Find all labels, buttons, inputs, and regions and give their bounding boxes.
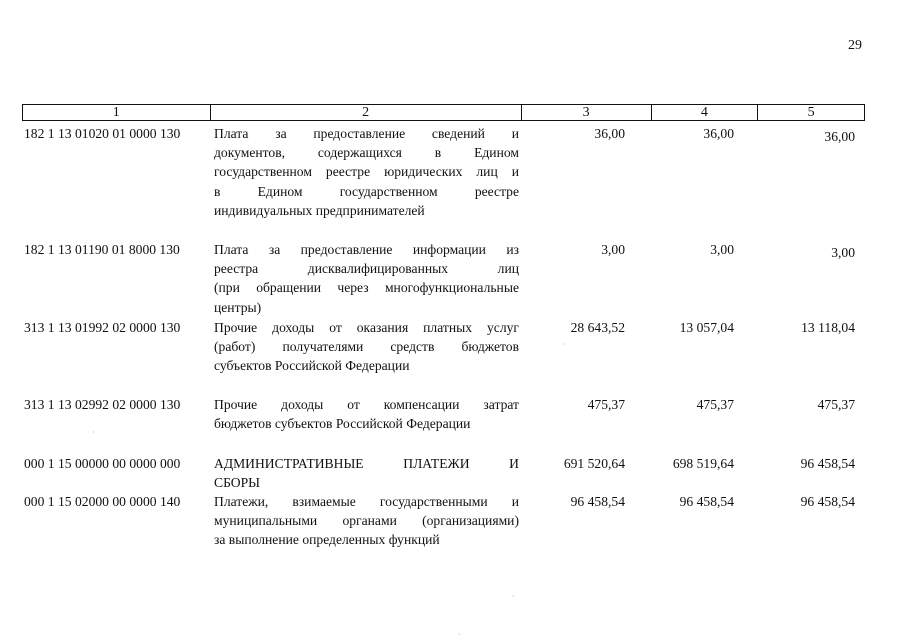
header-col-2: 2 [211, 105, 522, 120]
value-col-4: 36,00 [703, 126, 734, 141]
description-line: государственном реестре юридических лиц и [214, 164, 519, 180]
value-col-4: 475,37 [696, 397, 734, 412]
page-number: 29 [848, 38, 862, 53]
value-col-4: 13 057,04 [679, 320, 734, 335]
description-line: АДМИНИСТРАТИВНЫЕ ПЛАТЕЖИ И [214, 456, 519, 471]
description-line: центры) [214, 299, 262, 315]
row-code: 000 1 15 02000 00 0000 140 [24, 494, 181, 509]
description-line: Плата за предоставление информации из [214, 242, 519, 257]
description-line: (при обращении через многофункциональные [214, 280, 519, 296]
value-col-5: 96 458,54 [800, 456, 855, 471]
value-col-3: 28 643,52 [570, 320, 625, 335]
description-line: СБОРЫ [214, 475, 261, 491]
description-line: муниципальными органами (организациями) [214, 513, 519, 529]
row-code: 182 1 13 01190 01 8000 130 [24, 242, 180, 257]
header-col-5: 5 [807, 105, 815, 120]
header-col-1: 1 [23, 105, 211, 120]
description-line: субъектов Российской Федерации [214, 358, 410, 374]
row-description [214, 492, 519, 550]
scan-speck: · [562, 340, 565, 349]
value-col-3: 691 520,64 [563, 456, 625, 471]
row-code: 000 1 15 00000 00 0000 000 [24, 456, 181, 471]
header-col-4: 4 [652, 105, 759, 120]
value-col-5: 3,00 [831, 245, 855, 260]
description-line: Прочие доходы от оказания платных услуг [214, 320, 519, 335]
scan-speck: · [458, 630, 461, 639]
value-col-5: 36,00 [824, 129, 855, 144]
value-col-4: 96 458,54 [679, 494, 734, 509]
description-line: Платежи, взимаемые государственными и [214, 494, 519, 509]
description-line: за выполнение определенных функций [214, 532, 440, 548]
row-description [214, 124, 519, 220]
row-code: 182 1 13 01020 01 0000 130 [24, 126, 181, 141]
value-col-4: 3,00 [710, 242, 734, 257]
description-line: документов, содержащихся в Едином [214, 145, 519, 161]
table-header [22, 104, 865, 121]
value-col-5: 96 458,54 [800, 494, 855, 509]
description-line: Прочие доходы от компенсации затрат [214, 397, 519, 412]
header-col-3: 3 [522, 105, 652, 120]
value-col-4: 698 519,64 [672, 456, 734, 471]
row-code: 313 1 13 02992 02 0000 130 [24, 397, 181, 412]
row-code: 313 1 13 01992 02 0000 130 [24, 320, 181, 335]
description-line: в Едином государственном реестре [214, 183, 519, 199]
description-line: Плата за предоставление сведений и [214, 126, 519, 141]
value-col-5: 475,37 [817, 397, 855, 412]
value-col-3: 3,00 [601, 242, 625, 257]
row-description [214, 395, 519, 433]
value-col-3: 475,37 [587, 397, 625, 412]
description-line: индивидуальных предпринимателей [214, 202, 425, 218]
scan-speck: · [92, 428, 95, 437]
description-line: реестра дисквалифицированных лиц [214, 261, 519, 277]
value-col-5: 13 118,04 [801, 320, 855, 335]
value-col-3: 96 458,54 [570, 494, 625, 509]
description-line: (работ) получателями средств бюджетов [214, 339, 519, 355]
scan-speck: · [512, 592, 515, 601]
description-line: бюджетов субъектов Российской Федерации [214, 416, 471, 432]
row-description [214, 454, 519, 492]
value-col-3: 36,00 [594, 126, 625, 141]
row-description [214, 240, 519, 317]
row-description [214, 318, 519, 376]
